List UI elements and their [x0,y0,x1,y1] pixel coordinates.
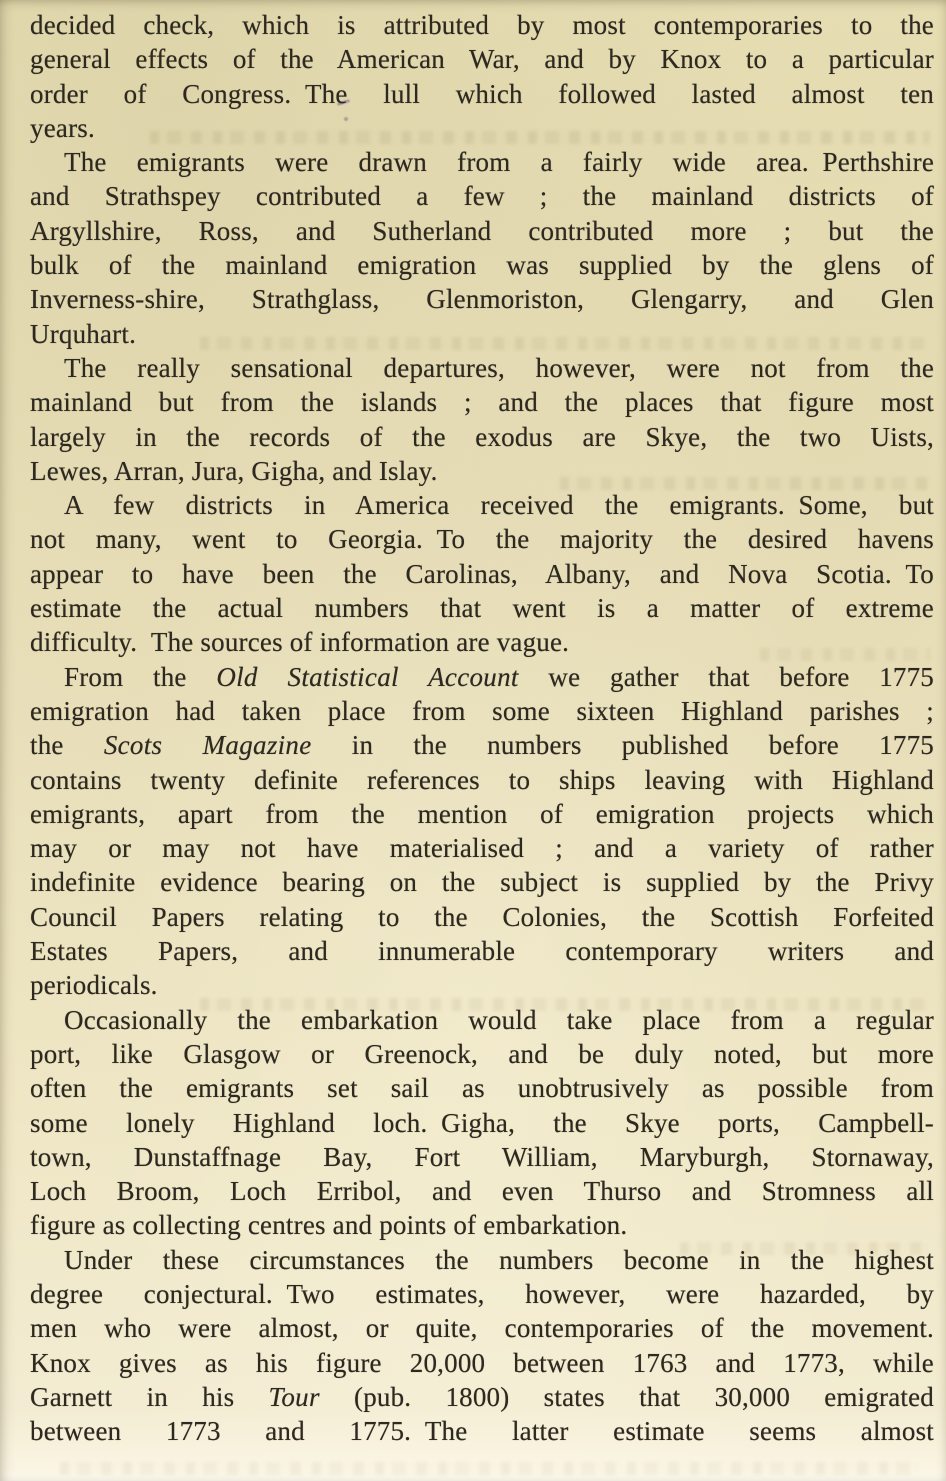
text-line: bulk of the mainland emigration was supplied by the glens of [30,250,934,281]
paragraph [30,145,934,351]
text-line: not many, went to Georgia. To the majority the desired havens [30,524,934,555]
text-line: estimate the actual numbers that went is a matter of extreme [30,593,934,624]
text-line: the Scots Magazine in the numbers published before 1775 [30,730,934,761]
text-line: and Strathspey contributed a few ; the mainland districts of [30,181,934,212]
text-line: largely in the records of the exodus are Skye, the two Uists, [30,421,934,452]
paragraph [30,1243,934,1449]
text-line: Estates Papers, and innumerable contemporary writers and [30,936,934,967]
text-line: town, Dunstaffnage Bay, Fort William, Maryburgh, Stornaway, [30,1141,934,1172]
text-line: From the Old Statistical Account we gather that before 1775 [64,661,935,692]
text-line: A few districts in America received the emigrants. Some, but [64,490,934,521]
text-line: Loch Broom, Loch Erribol, and even Thurso and Stromness all [30,1176,934,1207]
text-line: emigrants, apart from the mention of emigration projects which [30,798,934,829]
text-line: Knox gives as his figure 20,000 between 1763 and 1773, while [30,1347,934,1378]
paragraph [30,8,934,145]
text-line: degree conjectural. Two estimates, however, were hazarded, by [30,1278,934,1309]
text-line: Garnett in his Tour (pub. 1800) states that 30,000 emigrated [30,1381,934,1412]
text-line: port, like Glasgow or Greenock, and be duly noted, but more [30,1038,934,1069]
text-line: difficulty. The sources of information are vague. [30,627,570,658]
text-line: indefinite evidence bearing on the subject is supplied by the Privy [30,867,934,898]
text-line: order of Congress. The lull which followed lasted almost ten [30,78,934,109]
text-line: Inverness-shire, Strathglass, Glenmoriston, Glengarry, and Glen [30,284,934,315]
text-line: often the emigrants set sail as unobtrusively as possible from [30,1073,934,1104]
text-line: Council Papers relating to the Colonies, the Scottish Forfeited [30,901,934,932]
text-line: Under these circumstances the numbers become in the highest [64,1244,934,1275]
text-line: Argyllshire, Ross, and Sutherland contributed more ; but the [30,215,934,246]
text-line: The emigrants were drawn from a fairly wide area. Perthshire [64,147,934,178]
text-line: figure as collecting centres and points of embarkation. [30,1210,628,1241]
text-line: mainland but from the islands ; and the places that figure most [30,387,934,418]
text-line: Urquhart. [30,318,137,349]
paragraph [30,660,934,1003]
text-line: emigration had taken place from some sixteen Highland parishes ; [30,695,934,726]
text-line: periodicals. [30,970,158,1001]
text-line: years. [30,112,95,143]
paragraph [30,351,934,488]
text-line: contains twenty definite references to ships leaving with Highland [30,764,934,795]
text-line: men who were almost, or quite, contemporaries of the movement. [30,1313,934,1344]
text-line: between 1773 and 1775. The latter estimate seems almost [30,1416,934,1447]
text-line: some lonely Highland loch. Gigha, the Skye ports, Campbell- [30,1107,934,1138]
paragraph [30,1003,934,1243]
text-block [30,8,934,1448]
text-line: may or may not have materialised ; and a variety of rather [30,833,934,864]
text-line: Lewes, Arran, Jura, Gigha, and Islay. [30,455,438,486]
text-line: general effects of the American War, and by Knox to a particular [30,44,934,75]
text-line: decided check, which is attributed by most contemporaries to the [30,10,934,40]
text-line: Occasionally the embarkation would take place from a regular [64,1004,934,1035]
text-line: The really sensational departures, however, were not from the [64,352,934,383]
text-line: appear to have been the Carolinas, Albany, and Nova Scotia. To [30,558,934,589]
paragraph [30,488,934,659]
show-through-smudge [60,1462,920,1475]
